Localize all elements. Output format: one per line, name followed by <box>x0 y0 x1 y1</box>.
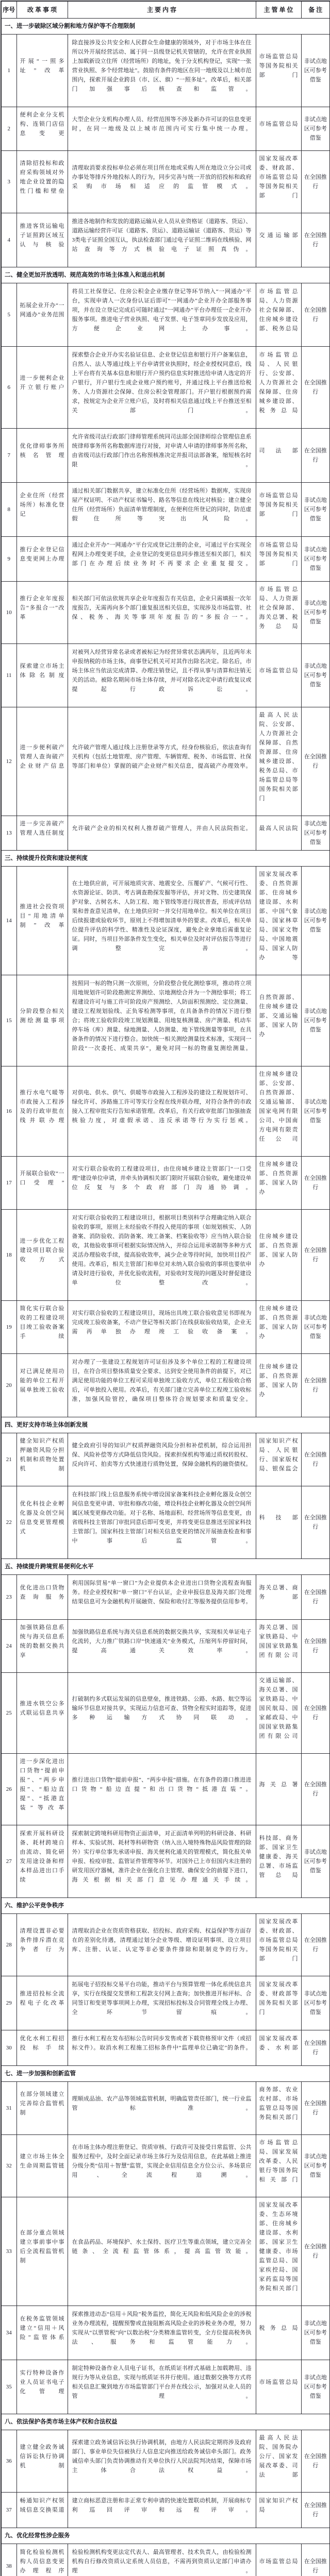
table-row <box>1 975 330 1066</box>
section-title: 七、进一步加强和创新监管 <box>1 2066 330 2082</box>
row-number-cell: 34 <box>1 2306 16 2360</box>
column-header: 改 革 事 项 <box>16 1 68 19</box>
remark-cell: 在全国推行 <box>301 1354 330 1417</box>
remark-cell: 非试点地区可参考借鉴 <box>301 1825 330 1898</box>
table-row <box>1 1673 330 1754</box>
section-header-row <box>1 2414 330 2430</box>
reform-item-cell: 进一步深化进出口货物“提前申报”、“两步申报”、“船边直提”、“抵港直装”等改革 <box>16 1754 68 1825</box>
responsible-unit-cell: 市场监管总局等国务院相关部门 <box>256 537 301 582</box>
table-row <box>1 213 330 267</box>
main-content-cell: 打破制约多式联运发展的信息壁垒，推进铁路、公路、水路、航空等运输环节信息对接共享，实现运力信息可查、货物全程实时追踪等，促进多种运输方式协同联动。 <box>68 1673 256 1754</box>
reform-item-cell: 建立市场主体全生命周期监管链 <box>16 2135 68 2197</box>
responsible-unit-cell: 市场监管总局、人力资源社会保障部、住房城乡建设部、税务总局 <box>256 283 301 347</box>
table-row <box>1 537 330 582</box>
table-row <box>1 1620 330 1673</box>
remark-cell: 在全国推行 <box>301 707 330 816</box>
remark-cell: 在全国推行 <box>301 2082 330 2135</box>
section-header-row <box>1 2066 330 2082</box>
row-number-cell: 8 <box>1 483 16 537</box>
reform-item-cell: 推行企业年度报告“多报合一”改革 <box>16 582 68 644</box>
responsible-unit-cell: 科技部 <box>256 1486 301 1559</box>
main-content-cell: 探索制定跨境科研用物资正面清单，对正面清单列明的科研设备、科研样本、实验试剂、耗材等科研物资（纳入出入境特殊物品风险管理的除外）实行单位事先承诺申报、海关便利化通关的管理模式，简化报关单申报、检疫审批、监管证件管理等环节。对国外已上市但国内未注册的研发用医疗器械，准许企业在强化自主管理、确保安全的前提下进口，海关根据相关部门意见办理通关手续。 <box>68 1825 256 1898</box>
table-row <box>1 644 330 707</box>
main-content-cell: 对实行联合验收的工程建设项目，根据项目类别科学合理确定纳入联合验收的事项，原则上未经验收不得投入使用的事项（如规划核实、人防备案、消防验收、消防备案、竣工备案、档案验收等）应当纳入联合验收，其他验收事项可根据实际情况纳入，并综合运用承诺制等多种方式灵活办理验收手续，提高验收效率，减少企业等待时间，加快项目投产使用。改革后，相关主管部门和单位对未纳入联合验收的事项也要依申请及时进行验收，并优化验收流程，对验收时发现的问题及时督促建设单位整改。 <box>68 1210 256 1301</box>
row-number-cell: 25 <box>1 1673 16 1754</box>
main-content-cell: 在科技部门线上信息服务系统中增设国家备案科技企业孵化器及众创空间信息变更申请、审批和修改功能，增设科技企业孵化器及众创空间所属区域变更修改功能。对于名称、场地面积、经营场所等信息变更，由省级科技主管部门审批同意后即可变更，并将变更信息推送至国家科技主管部门。国家科技主管部门对相关信息变更的情况开展抽查检查和事中事后监管。 <box>68 1486 256 1559</box>
reform-item-cell: 推进客货运输电子证照跨区域互认与核验 <box>16 213 68 267</box>
reform-item-cell: 推进水铁空公多式联运信息共享 <box>16 1673 68 1754</box>
section-header-row <box>1 1559 330 1575</box>
table-row <box>1 1210 330 1301</box>
responsible-unit-cell: 市场监管总局等国务院相关部门 <box>256 35 301 107</box>
responsible-unit-cell: 住房城乡建设部、公安部、自然资源部、交通运输部、国家电网有限公司、中国南方电网有限责任公司 <box>256 1066 301 1157</box>
reform-item-cell: 分阶段整合相关测绘测量事项 <box>16 975 68 1066</box>
table-row <box>1 1354 330 1417</box>
responsible-unit-cell: 市场监管总局 <box>256 2544 301 2576</box>
table-row <box>1 1976 330 2030</box>
table-row <box>1 2430 330 2493</box>
column-header: 主 管 单 位 <box>256 1 301 19</box>
main-content-cell: 对被列入经营异常名录或者被标记为经营异常状态满两年，且近两年未申报纳税的市场主体，商事登记机关可对其作出除名决定。除名后，市场主体应当依法完成清算、办理注销登记，且不得从事与清算和注销无关的活动。被除名期间市场主体存续，并可对除名决定申请行政复议或提起行政诉讼。 <box>68 644 256 707</box>
row-number-cell: 1 <box>1 35 16 107</box>
section-header-row <box>1 2528 330 2544</box>
reform-item-cell: 清理设置非必要条件排斥潜在竞争者行为 <box>16 1914 68 1976</box>
main-content-cell: 制定特种设备作业人员电子证书，在纸质证书样式基础上加载聘用、违规行为等从业信息，实现与纸质证书并行使用。通过数据交换等方式将相关信息汇聚到地方市场监管部门平台并在线公示，加强对从业人员的管理。 <box>68 2360 256 2414</box>
reform-item-cell: 进一步优化工程建设项目联合验收方式 <box>16 1210 68 1301</box>
remark-cell: 在全国推行 <box>301 2030 330 2066</box>
reform-item-cell: 在部分重点领域建立事前事中事后全流程监管机制 <box>16 2197 68 2306</box>
main-content-cell: 探索推进动态“信用＋风险”税务监控，简化无风险和低风险企业的涉税业务办理流程，提醒预警或直接阻断高风险企业的涉税业务办理，努力实现从“以票管税”向“以数治税”分类精准监管转变，全方位提高税务执法、服务和监管能力。 <box>68 2306 256 2360</box>
row-number-cell: 29 <box>1 1976 16 2030</box>
remark-cell: 非试点地区可参考借鉴 <box>301 35 330 107</box>
remark-cell: 非试点地区可参考借鉴 <box>301 107 330 151</box>
responsible-unit-cell: 国家知识产权局、人民银行、国家版权局、银保监会 <box>256 1433 301 1486</box>
table-row <box>1 816 330 851</box>
reform-item-cell: 探索开展科研设备、耗材跨境自由流动、简化研发用途设备和样本样品进出口手续 <box>16 1825 68 1898</box>
main-content-cell: 在食品药品、环境保护、水土保持、医疗卫生等重点领域，建立完善全链条、全流程监管体系，提高监管效能。 <box>68 2197 256 2306</box>
row-number-cell: 9 <box>1 537 16 582</box>
remark-cell: 在全国推行 <box>301 1486 330 1559</box>
responsible-unit-cell: 住房城乡建设部、自然资源部、国家人防办 <box>256 1157 301 1210</box>
responsible-unit-cell: 市场监管总局 <box>256 107 301 151</box>
row-number-cell: 32 <box>1 2135 16 2197</box>
table-row <box>1 707 330 816</box>
responsible-unit-cell: 国家发展改革委、财政部、市场监管总局等国务院相关部门 <box>256 1914 301 1976</box>
table-row <box>1 2197 330 2306</box>
main-content-cell: 相关部门可依法依规共享企业年度报告有关信息，企业只需填报一次年度报告，无需再向多个部门重复报送相关信息，实现涉及市场监管、社保、税务、海关等事项年度报告的“多报合一”。 <box>68 582 256 644</box>
reform-item-cell: 畅通知识产权领域信息交换渠道 <box>16 2493 68 2528</box>
reform-item-cell: 推行企业登记信息变更网上办理 <box>16 537 68 582</box>
main-content-cell: 探索整合企业开办实名验证信息、企业登记信息和银行开户备案信息，自然人、法人等通过线上平台申请营业执照时，经企业授权同意后，线上平台将有关基本信息和银行开户预约信息实时推送给申请人选定的开户银行，开户银行生成企业账户预约账号，并通过线上平台推送给税务、人力资源社会保障、住房公积金管理部门。开户银行根据预约需求，按规定为企业开立账户后，及时将相关信息通过线上平台推送至相关部门。 <box>68 347 256 429</box>
table-row <box>1 2493 330 2528</box>
main-content-cell: 推进各地制作和发放的道路运输从业人员从业资格证（道路客、货运）、道路运输经营许可证（道路客、货运）、道路运输证（道路客、货运）等3类电子证照全国互认，执法检查部门通过电子证照二维码在线核验、网站查询等方式核验电子证照真伪。 <box>68 213 256 267</box>
table-row <box>1 2135 330 2197</box>
remark-cell: 在全国推行 <box>301 2197 330 2306</box>
row-number-cell: 27 <box>1 1825 16 1898</box>
row-number-cell: 6 <box>1 347 16 429</box>
row-number-cell: 18 <box>1 1210 16 1301</box>
responsible-unit-cell: 科技部、商务部、国家卫生健康委、海关总署、市场监管总局 <box>256 1825 301 1898</box>
remark-cell: 在全国推行 <box>301 1673 330 1754</box>
row-number-cell: 4 <box>1 213 16 267</box>
responsible-unit-cell: 最高人民法院、国务院办公厅、国家发展改革委、司法部 <box>256 2430 301 2493</box>
remark-cell: 在全国推行 <box>301 283 330 347</box>
reform-item-cell: 进一步便利企业开立银行账户 <box>16 347 68 429</box>
remark-cell: 在全国推行 <box>301 429 330 483</box>
responsible-unit-cell: 市场监管总局 <box>256 644 301 707</box>
table-row <box>1 347 330 429</box>
row-number-cell: 24 <box>1 1620 16 1673</box>
table-row <box>1 2360 330 2414</box>
row-number-cell: 33 <box>1 2197 16 2306</box>
section-title: 一、进一步破除区域分割和地方保护等不合理限制 <box>1 19 330 35</box>
section-header-row <box>1 1898 330 1914</box>
section-header-row <box>1 19 330 35</box>
reform-item-cell: 优化律师事务所核名管理 <box>16 429 68 483</box>
responsible-unit-cell: 税务总局 <box>256 2306 301 2360</box>
reform-item-cell: 优化科技企业孵化器及众创空间信息变更管理模式 <box>16 1486 68 1559</box>
table-row <box>1 483 330 537</box>
reform-item-cell: 开展联合验收“一口受理” <box>16 1157 68 1210</box>
section-header-row <box>1 267 330 283</box>
main-content-cell: 大型企业分支机构办理人员、经营范围等不涉及新办许可证的信息变更时，在同一地级及以上城市范围内可实行集中统一办理。 <box>68 107 256 151</box>
reform-item-cell: 企业住所（经营场所）标准化登记 <box>16 483 68 537</box>
row-number-cell: 21 <box>1 1433 16 1486</box>
table-row <box>1 1914 330 1976</box>
table-row <box>1 2544 330 2576</box>
responsible-unit-cell: 商务部、农业农村部、市场监管总局等国务院相关部门 <box>256 2082 301 2135</box>
row-number-cell: 13 <box>1 816 16 851</box>
column-header: 备 注 <box>301 1 330 19</box>
remark-cell: 非试点地区可参考借鉴 <box>301 2135 330 2197</box>
table-row <box>1 35 330 107</box>
row-number-cell: 7 <box>1 429 16 483</box>
responsible-unit-cell: 交通运输部 <box>256 213 301 267</box>
row-number-cell: 26 <box>1 1754 16 1825</box>
reform-item-cell: 简化实行联合验收的工程建设项目竣工验收备案手续 <box>16 1301 68 1354</box>
reform-item-cell: 推进招投标全流程电子化改革 <box>16 1976 68 2030</box>
remark-cell: 非试点地区可参考借鉴 <box>301 975 330 1066</box>
main-content-cell: 允许省级司法行政部门律师管理系统同司法部全国律师综合管理信息系统律师事务所名称数据库进行对接，对申请人申请的律师事务所名称，由省级司法行政部门作出名称预核准决定并报司法部备案，缩短核名时限。 <box>68 429 256 483</box>
responsible-unit-cell: 市场监管总局、人力资源社会保障部、海关总署、税务总局 <box>256 582 301 644</box>
main-content-cell: 在土地供应前，可开展地质灾害、地震安全、压覆矿产、气候可行性、水资源论证、防洪、考古调查勘探发掘等评估，并对文物、历史建筑保护对象、古树名木、人防工程、地下管线等进行现状普查，形成评估结果和普查意见清单，在土地供应时一并交付用地单位。相关单位在项目后续报建或验收环节，原则上不得增加清单外的要求。改革后，相关单位提升评估的科学性、精准性及论证深度，避免企业拿地后需重复论证。同时，当项目外部条件发生变化，相关单位及时对评估报告等进行调整完善。 <box>68 867 256 975</box>
reform-item-cell: 实行特种设备作业人员证书电子化管理 <box>16 2360 68 2414</box>
responsible-unit-cell: 自然资源部、住房城乡建设部、交通运输部、国家人防办 <box>256 975 301 1066</box>
remark-cell: 在全国推行 <box>301 1433 330 1486</box>
remark-cell: 在全国推行 <box>301 347 330 429</box>
main-content-cell: 允许破产管理人通过线上注册登录等方式，经身份核验后，依法查询有关机构（包括土地管理、房产管理、车辆管理、税务、市场监管、社保等部门和单位）掌握的破产企业财产相关信息，提高破产办理效率。 <box>68 707 256 816</box>
row-number-cell: 2 <box>1 107 16 151</box>
responsible-unit-cell: 国家发展改革委、生态环境部、住房城乡建设部、水利部、国家卫生健康委、市场监管总局、国家疾控局、国家药监局等国务院相关部门 <box>256 2197 301 2306</box>
responsible-unit-cell: 最高人民法院 <box>256 816 301 851</box>
row-number-cell: 19 <box>1 1301 16 1354</box>
remark-cell: 在全国推行 <box>301 1620 330 1673</box>
table-row <box>1 151 330 213</box>
table-row <box>1 582 330 644</box>
main-content-cell: 推行水利工程在发布招标公告时同步发售或者下载资格预审文件（或招标文件）。取消水利工程施工招标条件中“监理单位已确定”的条件。 <box>68 2030 256 2066</box>
section-title: 二、健全更加开放透明、规范高效的市场主体准入和退出机制 <box>1 267 330 283</box>
table-row <box>1 1575 330 1620</box>
row-number-cell: 20 <box>1 1354 16 1417</box>
row-number-cell: 3 <box>1 151 16 213</box>
main-content-cell: 在市场主体办理注册登记、资质审核、行政许可及接受日常监管、公共服务过程中，及时全面记录市场主体行为及信用信息，在此基础上推进分级分类“信用＋智慧”监管，实现企业信用信息全方位公示、多场景应用、全流程追溯。 <box>68 2135 256 2197</box>
main-content-cell: 理顺成品油、农产品等领域监管机制，明确监管责任部门，统一行业监管标准。 <box>68 2082 256 2135</box>
reform-item-cell: 推行水电气暖等市政接入工程涉及的行政审批在线并联办理 <box>16 1066 68 1157</box>
responsible-unit-cell: 住房城乡建设部、自然资源部、国家人防办 <box>256 1354 301 1417</box>
column-header: 序号 <box>1 1 16 19</box>
remark-cell: 在全国推行 <box>301 1210 330 1301</box>
row-number-cell: 28 <box>1 1914 16 1976</box>
remark-cell: 非试点地区可参考借鉴 <box>301 867 330 975</box>
main-content-cell: 清理取消要求投标单位必须在项目所在地或采购人所在地设立分公司或办事处等排斥外地投标人的行为，同步完善与统一开放的招投标和政府采购市场相适应的监管模式。 <box>68 151 256 213</box>
responsible-unit-cell: 海关总署、商务部 <box>256 1575 301 1620</box>
responsible-unit-cell: 市场监管总局 <box>256 2360 301 2414</box>
main-content-cell: 检验检测机构变更法定代表人、最高管理者、技术负责人，由检验检测机构自行修改资质认定系统人员信息，不需再到资质认定部门申请办理。 <box>68 2544 256 2576</box>
main-content-cell: 推行进出口货物“提前申报”、“两步申报”措施。在有条件的港口推进进口货物“船边直提”和出口货物“抵港直装”。 <box>68 1754 256 1825</box>
section-title: 八、依法保护各类市场主体产权和合法权益 <box>1 2414 330 2430</box>
reform-item-cell: 探索建立市场主体除名制度 <box>16 644 68 707</box>
reform-item-cell: 在税务监管领域建立“信用＋风险”监管体系 <box>16 2306 68 2360</box>
reform-item-cell: 优化水利工程招投标手续 <box>16 2030 68 2066</box>
table-row <box>1 107 330 151</box>
table-row <box>1 1433 330 1486</box>
table-row <box>1 1486 330 1559</box>
main-content-cell: 建立商标恶意注册和非正常专利申请的快速处置联动机制，开展商标专利巡回评审和远程评审。 <box>68 2493 256 2528</box>
remark-cell: 非试点地区可参考借鉴 <box>301 483 330 537</box>
main-content-cell: 对办理了一张建设工程规划许可证但涉及多个单位工程的工程建设项目，在符合项目整体质量安全要求、达到安全使用条件的前提下，对已满足使用功能的单位工程可采用单独竣工验收方式，单位工程验收合格后，可单独投入使用。改革后，有关部门建立完善单位工程竣工验收标准，加强风险管控，确保项目整体符合规划要求和质量安全。 <box>68 1354 256 1417</box>
main-content-cell: 健全政府引导的知识产权质押融资风险分担和补偿机制，综合运用担保、风险补偿等方式降低信贷风险。探索担保机构等通过质权转股权、反向许可、拍卖等方式快速进行质物处置，保障金融机构的融资债权。 <box>68 1433 256 1486</box>
main-content-cell: 拓展电子招投标交易平台功能，推动平台与预算管理一体化系统信息共享，实行在线提交发票和工程款支付网上查询；加快推进开标评标、合同签订和变更等事项网上办理，实现招标投标及合同管理全线上办理、全环节留痕。 <box>68 1976 256 2030</box>
section-title: 四、更好支持市场主体创新发展 <box>1 1417 330 1433</box>
reform-item-cell: 建立健全政务诚信诉讼执行协调机制 <box>16 2430 68 2493</box>
responsible-unit-cell: 市场监管总局、人民银行、公安部、人力资源社会保障部、住房城乡建设部、税务总局 <box>256 347 301 429</box>
reform-item-cell: 在部分领域建立完善综合监管机制 <box>16 2082 68 2135</box>
row-number-cell: 11 <box>1 644 16 707</box>
section-title: 九、优化经常性涉企服务 <box>1 2528 330 2544</box>
reform-item-cell: 清除招投标和政府采购领域对外地企业设置的隐性门槛和壁垒 <box>16 151 68 213</box>
row-number-cell: 23 <box>1 1575 16 1620</box>
row-number-cell: 31 <box>1 2082 16 2135</box>
reform-item-cell: 进一步便利破产管理人查询破产企业财产信息 <box>16 707 68 816</box>
remark-cell: 在全国推行 <box>301 2544 330 2576</box>
remark-cell: 非试点地区可参考借鉴 <box>301 537 330 582</box>
remark-cell: 在全国推行 <box>301 213 330 267</box>
responsible-unit-cell: 国家发展改革委、自然资源部、住房城乡建设部、水利部、中国气象局、国家林草局、国家文物局、中国地震局、国家人防办等 <box>256 867 301 975</box>
remark-cell: 非试点地区可参考借鉴 <box>301 2306 330 2360</box>
row-number-cell: 35 <box>1 2360 16 2414</box>
section-title: 五、持续提升跨境贸易便利化水平 <box>1 1559 330 1575</box>
remark-cell: 非试点地区可参考借鉴 <box>301 644 330 707</box>
responsible-unit-cell: 交通运输部、海关总署、国家铁路局、中国民航局、国家邮政局、中国国家铁路集团有限公司 <box>256 1673 301 1754</box>
row-number-cell: 37 <box>1 2493 16 2528</box>
reform-item-cell: 推进社会投资项目“用地清单制”改革 <box>16 867 68 975</box>
table-row <box>1 1066 330 1157</box>
reform-item-cell: 对已满足使用功能的单位工程开展单独竣工验收 <box>16 1354 68 1417</box>
table-row <box>1 867 330 975</box>
main-content-cell: 将员工社保登记、住房公积金企业缴存登记等环节纳入“一网通办”平台，实现申请人一次身份认证后即可“一网通办”企业开办全部服务事项，并在设立登记完成后可随时通过“一网通办”平台办理任一企业开办服务事项。推进电子营业执照、电子发票、电子签章同步发放及应用，方便企业网上办事。 <box>68 283 256 347</box>
table-row <box>1 283 330 347</box>
row-number-cell: 30 <box>1 2030 16 2066</box>
responsible-unit-cell: 海关总署、国家铁路局、中国国家铁路集团有限公司 <box>256 1620 301 1673</box>
main-content-cell: 按照同一标的物只测一次原则，分阶段整合优化测绘事项，推动将立项用地规划许可阶段勘测定界测绘、宗地测绘合并为一个测绘事项；将工程建设许可与施工许可阶段房产预测绘、人防面积预测绘、定位测量、建设工程规划验线、正负零检测等事项，在具备条件的情况下进行整合；将竣工验收阶段竣工规划测量、用地复核测量、房产测量、机动车停车场（库）测量、绿地测量、人防测量、地下管线测量等事项，在具备条件的情况下进行整合。加快统一相关测绘测量技术标准，实现同一阶段“一次委托、成果共享”，避免对同一标的物重复测绘测量。 <box>68 975 256 1066</box>
section-title: 三、持续提升投资和建设便利度 <box>1 851 330 867</box>
responsible-unit-cell: 国家发展改革委、水利部 <box>256 2030 301 2066</box>
reform-items-table <box>1 1 330 2576</box>
responsible-unit-cell: 市场监管总局等国务院相关部门 <box>256 483 301 537</box>
remark-cell: 非试点地区可参考借鉴 <box>301 1066 330 1157</box>
remark-cell: 在全国推行 <box>301 1157 330 1210</box>
section-header-row <box>1 1417 330 1433</box>
table-head-row <box>1 1 330 19</box>
remark-cell: 在全国推行 <box>301 1575 330 1620</box>
row-number-cell: 16 <box>1 1066 16 1157</box>
main-content-cell: 除直接涉及公共安全和人民群众生命健康的领域外，对于市场主体在住所以外开展经营活动、属于同一县级登记机关管辖的，允许在营业执照上加载新设立住所（经营场所）的地址，免于分支机构登记，实现“一张营业执照、多个经营地址”。鼓励有条件的地区在同一地级及以上城市范围内，探索开展企业跨县（市、区、旗）“一照多址”。改革后，相关部门加强事后核查和监管。 <box>68 35 256 107</box>
table-row <box>1 1754 330 1825</box>
main-content-cell: 对供电、供水、供气、供暖等市政接入工程涉及的建设工程规划许可、绿化许可、涉路施工许可等实行全程在线并联办理，对符合条件的市政接入工程审批实行告知承诺管理。改革后，有关行政审批部门加强抽查核验力度，对虚假承诺、违反承诺等行为实行惩戒。 <box>68 1066 256 1157</box>
main-content-cell: 探索建立政务诚信诉讼执行协调机制，由地方人民法院定期将涉及政府部门、事业单位失信被执行人信息定向推送给政务诚信牵头部门。政务诚信牵头部门负责协调推动有关单位执行人民法院判决结果，保障市场主体合法权益。 <box>68 2430 256 2493</box>
row-number-cell: 17 <box>1 1157 16 1210</box>
remark-cell: 非试点地区可参考借鉴 <box>301 1301 330 1354</box>
table-row <box>1 1825 330 1898</box>
main-content-cell: 清理取消企业在资质资格获取、招投标、政府采购、权益保护等方面存在的差别化待遇，清理通过划分企业等级、增设证明事项、设立项目库、注册、认证、认定等非必要条件排除和限制竞争的行为。 <box>68 1914 256 1976</box>
main-content-cell: 对实行联合验收的工程建设项目，由住房城乡建设主管部门“一口受理”建设单位申请，并牵头协调相关部门限时开展联合验收，避免建设单位反复与多个政府部门沟通协调。 <box>68 1157 256 1210</box>
main-content-cell: 加强铁路信息系统与海关信息系统的数据交换共享，实现相关单证电子化流转，大力推广铁路口岸“快速通关”业务模式，压缩列车停留时间，提高通关效率。 <box>68 1620 256 1673</box>
reform-item-cell: 健全知识产权质押融资风险分担机制和质物处置机制 <box>16 1433 68 1486</box>
remark-cell: 在全国推行 <box>301 2493 330 2528</box>
responsible-unit-cell: 司法部 <box>256 429 301 483</box>
main-content-cell: 通过相关部门数据共享，建立标准化住所（经营场所）数据库，实现房屋产权证明、不动产权证书编号、路名等信息在线比对核验；建立健全住所（经营场所）负面清单管理制度，在便利住所登记的同时，防范虚假住所等突出风险。 <box>68 483 256 537</box>
responsible-unit-cell: 住房城乡建设部、自然资源部、国家人防办 <box>256 1210 301 1301</box>
remark-cell: 非试点地区可参考借鉴 <box>301 2360 330 2414</box>
responsible-unit-cell: 最高人民法院、公安部、人力资源社会保障部、自然资源部、住房城乡建设部、税务总局、市场监管总局等国务院相关部门 <box>256 707 301 816</box>
section-title: 六、维护公平竞争秩序 <box>1 1898 330 1914</box>
reform-item-cell: 优化进出口货物查询服务 <box>16 1575 68 1620</box>
responsible-unit-cell: 市场监管总局、国家发展改革委、人民银行等国务院相关部门 <box>256 2135 301 2197</box>
reform-item-cell: 拓展企业开办“一网通办”业务范围 <box>16 283 68 347</box>
section-header-row <box>1 851 330 867</box>
reform-item-cell: 进一步完善破产管理人选任制度 <box>16 816 68 851</box>
reform-item-cell: 加强铁路信息系统与海关信息系统的数据交换共享 <box>16 1620 68 1673</box>
responsible-unit-cell: 国家发展改革委、财政部等国务院相关部门 <box>256 1976 301 2030</box>
reform-item-cell: 简化检验检测机构人员信息变更办理程序 <box>16 2544 68 2576</box>
remark-cell: 非试点地区可参考借鉴 <box>301 582 330 644</box>
row-number-cell: 22 <box>1 1486 16 1559</box>
responsible-unit-cell: 国家发展改革委、财政部、市场监管总局等国务院相关部门 <box>256 151 301 213</box>
main-content-cell: 对实行联合验收的工程建设项目，现场出具竣工联合验收意见书即视为完成竣工验收备案，不动产登记等相关部门在线获取验收结果，企业无需再单独办理竣工验收备案。 <box>68 1301 256 1354</box>
table-row <box>1 429 330 483</box>
remark-cell: 在全国推行 <box>301 2430 330 2493</box>
main-content-cell: 利用国际贸易“单一窗口”为企业提供本企业进出口货物全流程查询服务。经企业授权和“单一窗口”平台认证，企业申报信息及海关部门处理结果信息可为金融机构开展融资、保险和收付汇等服务提供信用参考。 <box>68 1575 256 1620</box>
row-number-cell: 38 <box>1 2544 16 2576</box>
row-number-cell: 14 <box>1 867 16 975</box>
remark-cell: 在全国推行 <box>301 151 330 213</box>
table-row <box>1 1157 330 1210</box>
table-row <box>1 1301 330 1354</box>
responsible-unit-cell: 国家知识产权局 <box>256 2493 301 2528</box>
reform-item-cell: 便利企业分支机构、连锁门店信息变更 <box>16 107 68 151</box>
column-header: 主 要 内 容 <box>68 1 256 19</box>
main-content-cell: 允许破产企业的相关权利人推荐破产管理人，并由人民法院指定。 <box>68 816 256 851</box>
responsible-unit-cell: 住房城乡建设部、自然资源部、国家人防办 <box>256 1301 301 1354</box>
row-number-cell: 36 <box>1 2430 16 2493</box>
main-content-cell: 通过企业开办“一网通办”平台完成登记注册的企业，可通过平台实现全程网上办理变更手续，企业登记的变更信息同步推送至相关部门，相关部门在办理后续业务时不再要求企业重复提交。 <box>68 537 256 582</box>
remark-cell: 非试点地区可参考借鉴 <box>301 1976 330 2030</box>
row-number-cell: 12 <box>1 707 16 816</box>
row-number-cell: 10 <box>1 582 16 644</box>
row-number-cell: 15 <box>1 975 16 1066</box>
row-number-cell: 5 <box>1 283 16 347</box>
remark-cell: 在全国推行 <box>301 1754 330 1825</box>
reform-item-cell: 开展“一照多址”改革 <box>16 35 68 107</box>
responsible-unit-cell: 海关总署 <box>256 1754 301 1825</box>
table-row <box>1 2306 330 2360</box>
remark-cell: 在全国推行 <box>301 1914 330 1976</box>
remark-cell: 非试点地区可参考借鉴 <box>301 816 330 851</box>
table-row <box>1 2030 330 2066</box>
